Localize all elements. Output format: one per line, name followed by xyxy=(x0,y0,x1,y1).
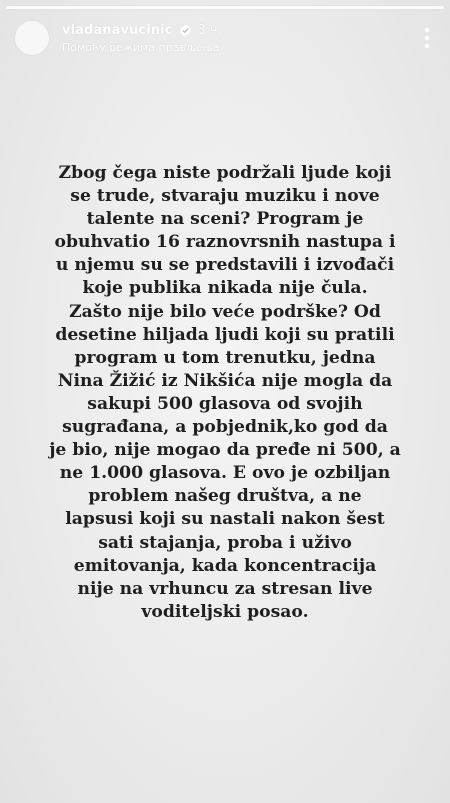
avatar[interactable] xyxy=(14,20,50,56)
more-options-button[interactable] xyxy=(414,21,440,55)
more-options-icon xyxy=(424,27,430,49)
story-time: 3 ч. xyxy=(197,22,222,38)
story-text: Zbog čega niste podržali ljude koji se trude, stvaraju muziku i nove talente na sceni? Program je obuhvatio 16 raznovrsnih nastupa i u njemu su se predstavili i izvođači koje publika nikada nije čula. Zašto nije bilo veće podrške? Od desetine hiljada ljudi koji su pratili program u tom trenutku, jedna Nina Žižić iz Nikšića nije mogla da sakupi 500 glasova od svojih sugrađana, a pobjednik,ko god da je bio, nije mogao da pređe ni 500, a ne 1.000 glasova. E ovo je ozbiljan problem našeg društva, a ne lapsusi koji su nastali nakon šest sati stajanja, proba i uživo emitovanja, kada koncentracija nije na vrhuncu za stresan live voditeljski posao. xyxy=(49,163,401,622)
story-header xyxy=(14,16,440,60)
created-with-label: Помоћу режима прављења xyxy=(62,40,220,54)
progress-segment xyxy=(6,6,444,9)
username[interactable]: vladanavucinic xyxy=(62,22,173,38)
story-progress-bar xyxy=(6,6,444,9)
header-text xyxy=(62,23,414,54)
verified-badge-icon xyxy=(179,24,192,37)
header-row xyxy=(62,23,414,38)
